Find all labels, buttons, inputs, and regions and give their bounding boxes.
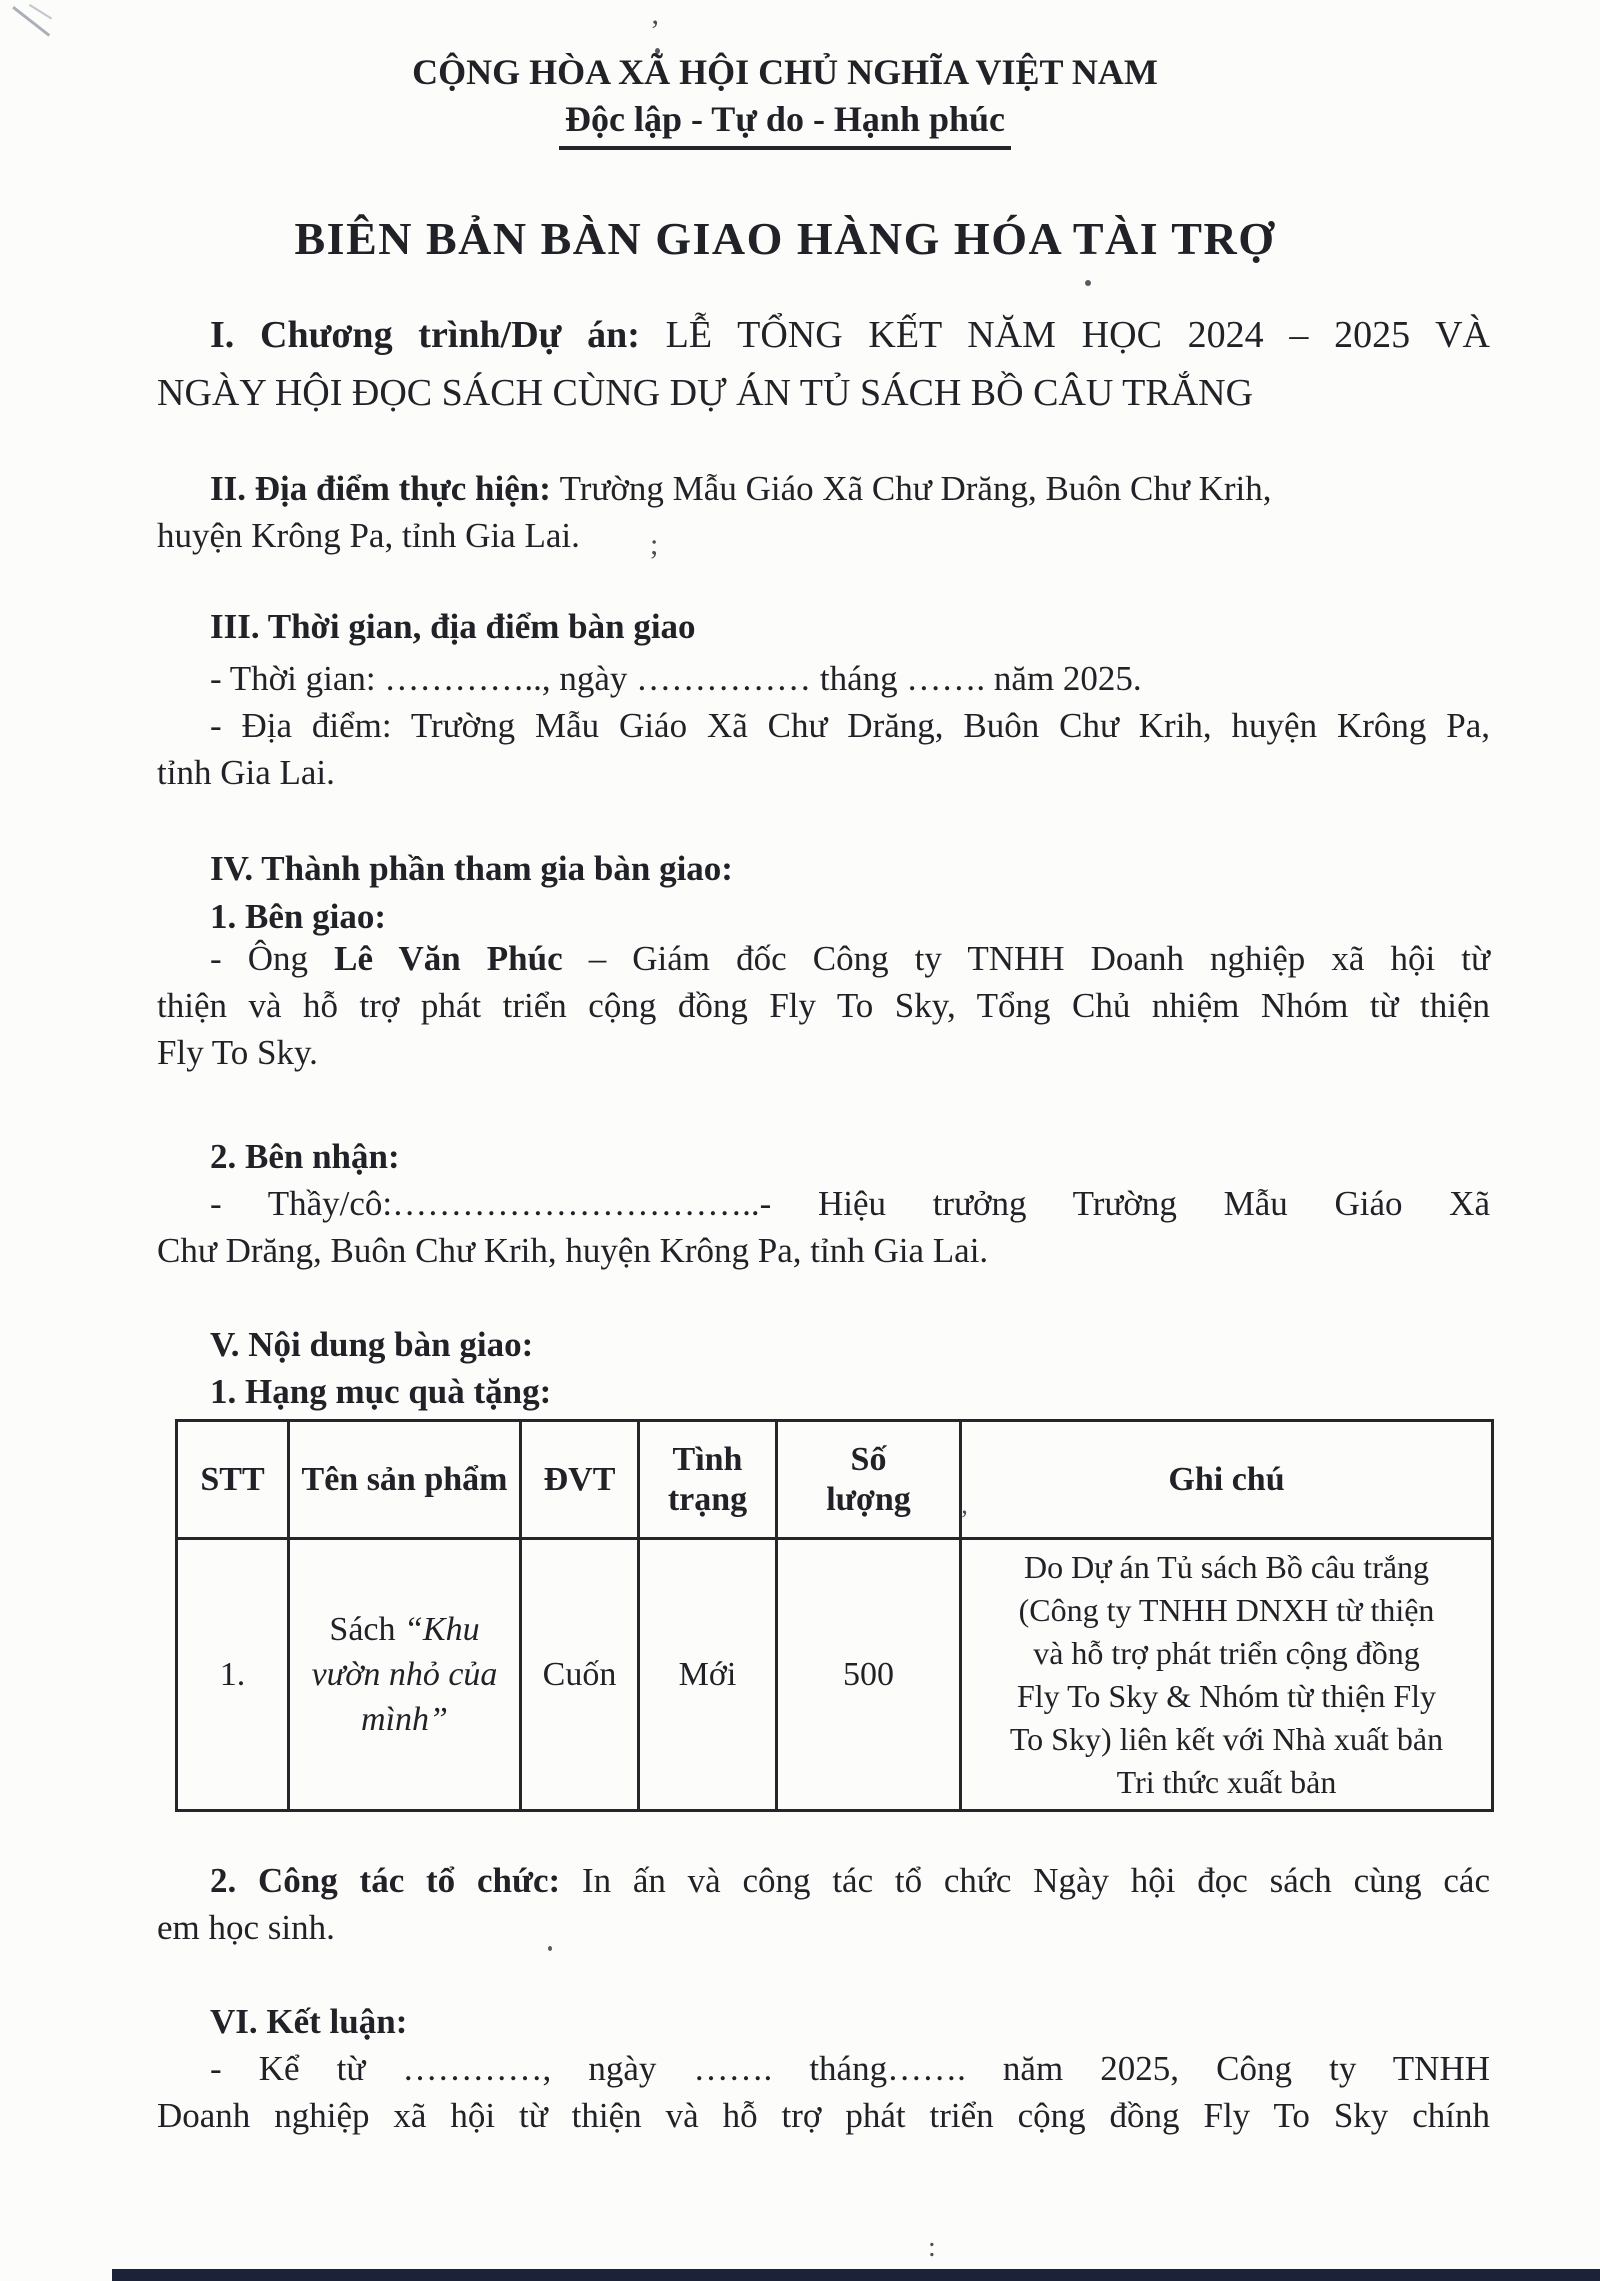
section2-line2: huyện Krông Pa, tỉnh Gia Lai.: [157, 516, 580, 555]
scan-speck: ;: [650, 528, 659, 561]
scan-speck: ’: [650, 14, 660, 47]
section6-line1: - Kể từ …………, ngày ……. tháng……. năm 2025, Công ty TNHH: [210, 2049, 1490, 2088]
book-title: “Khu vườn nhỏ của mình”: [311, 1611, 498, 1738]
section4-receiver-line1: - Thầy/cô:…………………………..- Hiệu trưởng Trường Mẫu Giáo Xã: [210, 1184, 1490, 1223]
section5-sub1-heading: 1. Hạng mục quà tặng:: [210, 1372, 552, 1411]
scan-speck: ’: [960, 1505, 969, 1534]
table-header-row: [177, 1421, 1493, 1539]
cell-stt: 1.: [177, 1539, 289, 1811]
section3-time-line: - Thời gian: ………….., ngày …………… tháng ……. năm 2025.: [210, 659, 1142, 698]
section6-heading: VI. Kết luận:: [210, 2002, 408, 2041]
section1-line1: [157, 306, 1490, 364]
cell-condition: Mới: [639, 1539, 777, 1811]
cell-unit: Cuốn: [521, 1539, 639, 1811]
section2-label: II. Địa điểm thực hiện:: [210, 469, 560, 508]
section1-program-part1: LỄ TỔNG KẾT NĂM HỌC 2024 – 2025 VÀ: [665, 314, 1491, 356]
col-header-condition: Tình trạng: [639, 1421, 777, 1539]
section6-line2: Doanh nghiệp xã hội từ thiện và hỗ trợ phát triển cộng đồng Fly To Sky chính: [157, 2096, 1490, 2135]
col-header-product: Tên sản phẩm: [289, 1421, 521, 1539]
section2-line1: [157, 465, 1490, 512]
giver-name: Lê Văn Phúc: [334, 939, 563, 978]
cell-product: [289, 1539, 521, 1811]
section5-sub2-label: 2. Công tác tổ chức:: [210, 1861, 582, 1900]
section3-place-line2: tỉnh Gia Lai.: [157, 753, 335, 792]
section5-sub2-line2: em học sinh.: [157, 1908, 335, 1947]
scan-speck: :: [928, 2232, 936, 2263]
section4-heading: IV. Thành phần tham gia bàn giao:: [210, 849, 733, 888]
section4-giver-line3: Fly To Sky.: [157, 1033, 318, 1072]
product-name: Sách “Khu vườn nhỏ của mình”: [311, 1611, 498, 1738]
section5-sub2-rest: In ấn và công tác tổ chức Ngày hội đọc sách cùng các: [581, 1861, 1491, 1900]
section4-sub2-heading: 2. Bên nhận:: [210, 1137, 400, 1176]
section4-sub1-heading: 1. Bên giao:: [210, 897, 386, 936]
section4-giver-line1: [157, 935, 1490, 982]
scan-crease-mark: [29, 4, 52, 19]
cell-note: Do Dự án Tủ sách Bồ câu trắng (Công ty TNHH DNXH từ thiện và hỗ trợ phát triển cộng đồng Fly To Sky & Nhóm từ thiện Fly To Sky) liên kết với Nhà xuất bản Tri thức xuất bản: [961, 1539, 1493, 1811]
section2-location-part1: Trường Mẫu Giáo Xã Chư Drăng, Buôn Chư Krih,: [559, 469, 1272, 508]
section5-sub2-line1: [157, 1857, 1490, 1904]
section4-receiver-line2: Chư Drăng, Buôn Chư Krih, huyện Krông Pa, tỉnh Gia Lai.: [157, 1231, 989, 1270]
scan-crease-mark: [12, 6, 50, 37]
document-title: BIÊN BẢN BÀN GIAO HÀNG HÓA TÀI TRỢ: [294, 213, 1276, 264]
section1-line2: NGÀY HỘI ĐỌC SÁCH CÙNG DỰ ÁN TỦ SÁCH BỒ CÂU TRẮNG: [157, 372, 1254, 414]
scan-speck: [1085, 280, 1091, 286]
section5-heading: V. Nội dung bàn giao:: [210, 1325, 534, 1364]
national-motto: [120, 97, 1450, 150]
section1-label: I. Chương trình/Dự án:: [210, 314, 666, 356]
section4-giver-line2: thiện và hỗ trợ phát triển cộng đồng Fly To Sky, Tổng Chủ nhiệm Nhóm từ thiện: [157, 986, 1490, 1025]
col-header-quantity: Số lượng: [777, 1421, 961, 1539]
section3-heading: III. Thời gian, địa điểm bàn giao: [210, 607, 696, 646]
col-header-stt: STT: [177, 1421, 289, 1539]
national-header: CỘNG HÒA XÃ HỘI CHỦ NGHĨA VIỆT NAM: [412, 52, 1158, 92]
scan-edge-bar: [112, 2269, 1600, 2281]
cell-quantity: 500: [777, 1539, 961, 1811]
col-header-note: Ghi chú: [961, 1421, 1493, 1539]
col-header-unit: ĐVT: [521, 1421, 639, 1539]
national-motto-text: Độc lập - Tự do - Hạnh phúc: [559, 97, 1011, 150]
giver-line1-rest: – Giám đốc Công ty TNHH Doanh nghiệp xã hội từ: [562, 939, 1490, 978]
section3-place-line1: - Địa điểm: Trường Mẫu Giáo Xã Chư Drăng, Buôn Chư Krih, huyện Krông Pa,: [210, 706, 1490, 745]
gift-items-table: [175, 1419, 1494, 1812]
giver-prefix: - Ông: [210, 939, 335, 978]
table-row: [177, 1539, 1493, 1811]
